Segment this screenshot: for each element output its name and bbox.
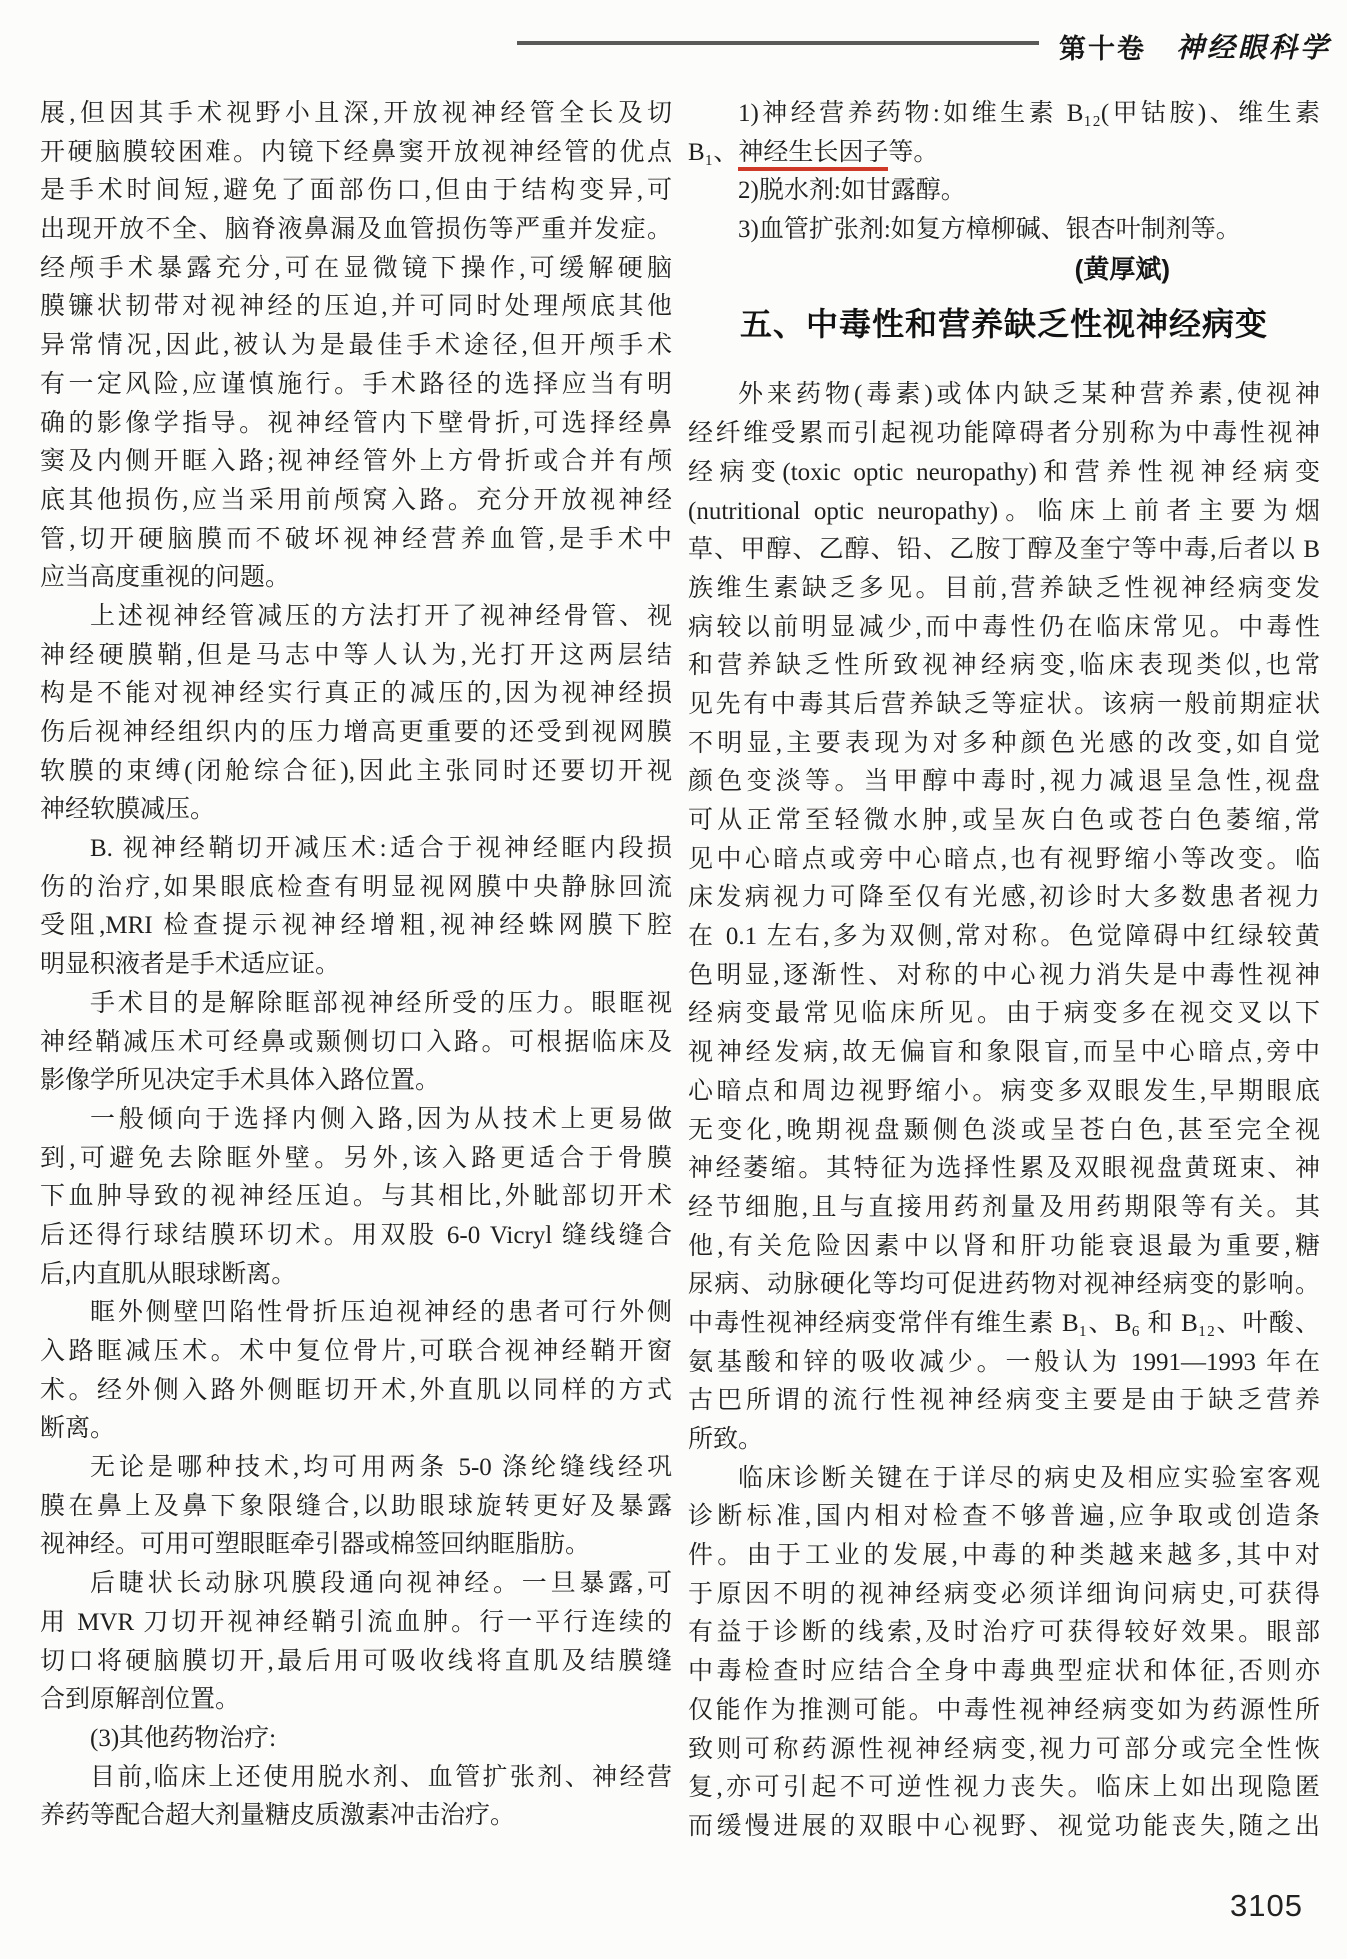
text-line: 尿病、动脉硬化等均可促进药物对视神经病变的影响。 (688, 1271, 1320, 1299)
text-line: 床发病视力可降至仅有光感,初诊时大多数患者视力 (688, 884, 1320, 912)
text-line: 经纤维受累而引起视功能障碍者分别称为中毒性视神 (688, 420, 1320, 448)
text-line: 见先有中毒其后营养缺乏等症状。该病一般前期症状 (688, 690, 1320, 718)
text-line: 心暗点和周边视野缩小。病变多双眼发生,早期眼底 (688, 1077, 1320, 1105)
text-line: 色明显,逐渐性、对称的中心视力消失是中毒性视神 (688, 961, 1320, 989)
text-line: 明显积液者是手术适应证。 (40, 951, 341, 979)
text-line: 底其他损伤,应当采用前颅窝入路。充分开放视神经 (40, 486, 672, 514)
header-rule (517, 41, 1039, 45)
text-line: 经节细胞,且与直接用药剂量及用药期限等有关。其 (688, 1193, 1320, 1221)
text-line: 切口将硬脑膜切开,最后用可吸收线将直肌及结膜缝 (40, 1647, 672, 1675)
text-line: 致则可称药源性视神经病变,视力可部分或完全性恢 (688, 1735, 1320, 1763)
page-header (0, 26, 1331, 66)
text-line: 影像学所见决定手术具体入路位置。 (40, 1067, 441, 1095)
text-line: 中毒检查时应结合全身中毒典型症状和体征,否则亦 (688, 1658, 1320, 1686)
text-line: 窦及内侧开眶入路;视神经管外上方骨折或合并有颅 (40, 448, 672, 476)
text-line: 和营养缺乏性所致视神经病变,临床表现类似,也常 (688, 652, 1320, 680)
text-line: 经颅手术暴露充分,可在显微镜下操作,可缓解硬脑 (40, 254, 672, 282)
text-line: 伤后视神经组织内的压力增高更重要的还受到视网膜 (40, 719, 672, 746)
text-line: 视神经。可用可塑眼眶牵引器或棉签回纳眶脂肪。 (40, 1531, 591, 1559)
text-line: 神经软膜减压。 (40, 796, 216, 824)
text-line: 氨基酸和锌的吸收减少。一般认为 1991—1993 年在 (688, 1348, 1320, 1376)
author-attribution: (黄厚斌) (1074, 253, 1170, 284)
text-segment: 等。 (888, 138, 939, 166)
text-line: 合到原解剖位置。 (40, 1686, 241, 1714)
text-line: 断离。 (40, 1415, 116, 1443)
text-line: 古巴所谓的流行性视神经病变主要是由于缺乏营养 (688, 1387, 1320, 1415)
text-line: 异常情况,因此,被认为是最佳手术途径,但开颅手术 (40, 332, 672, 360)
text-line: B. 视神经鞘切开减压术:适合于视神经眶内段损 (90, 835, 672, 863)
text-line: 后,内直肌从眼球断离。 (40, 1260, 297, 1288)
text-line: 入路眶减压术。术中复位骨片,可联合视神经鞘开窗 (40, 1338, 672, 1365)
text-line: 神经萎缩。其特征为选择性累及双眼视盘黄斑束、神 (688, 1155, 1320, 1183)
text-line: 1)神经营养药物:如维生素 B₁₂(甲钴胺)、维生素 (738, 100, 1320, 127)
book-title: 神经眼科学 (1175, 33, 1331, 64)
text-line: 开硬脑膜较困难。内镜下经鼻窦开放视神经管的优点 (40, 138, 672, 166)
text-line: 于原因不明的视神经病变必须详细询问病史,可获得 (688, 1580, 1320, 1608)
text-line: 无论是哪种技术,均可用两条 5-0 涤纶缝线经巩 (90, 1454, 672, 1482)
text-line: 病较以前明显减少,而中毒性仍在临床常见。中毒性 (688, 613, 1320, 641)
text-line: 一般倾向于选择内侧入路,因为从技术上更易做 (90, 1105, 672, 1133)
text-line: 颜色变淡等。当甲醇中毒时,视力减退呈急性,视盘 (688, 768, 1320, 796)
text-line: 族维生素缺乏多见。目前,营养缺乏性视神经病变发 (688, 574, 1320, 602)
text-line: 神经鞘减压术可经鼻或颞侧切口入路。可根据临床及 (40, 1028, 672, 1056)
left-column (40, 95, 672, 1847)
text-line: 出现开放不全、脑脊液鼻漏及血管损伤等严重并发症。 (40, 216, 672, 244)
text-line: 诊断标准,国内相对检查不够普遍,应争取或创造条 (688, 1503, 1320, 1531)
text-line: 2)脱水剂:如甘露醇。 (738, 177, 966, 205)
text-line: 目前,临床上还使用脱水剂、血管扩张剂、神经营 (90, 1763, 672, 1791)
section-body (688, 376, 1320, 1846)
text-line: 应当高度重视的问题。 (40, 564, 291, 592)
text-line: 在 0.1 左右,多为双侧,常对称。色觉障碍中红绿较黄 (688, 923, 1320, 951)
text-line: 展,但因其手术视野小且深,开放视神经管全长及切 (40, 100, 672, 127)
text-segment: B₁、 (688, 138, 739, 166)
page-number: 3105 (1230, 1888, 1303, 1923)
text-line: (3)其他药物治疗: (90, 1724, 277, 1752)
text-line: 手术目的是解除眶部视神经所受的压力。眼眶视 (90, 989, 672, 1017)
text-line: 他,有关危险因素中以肾和肝功能衰退最为重要,糖 (688, 1232, 1320, 1260)
text-line: 所致。 (688, 1426, 764, 1453)
text-line: 经病变(toxic optic neuropathy)和营养性视神经病变 (688, 458, 1320, 486)
text-line: 到,可避免去除眶外壁。另外,该入路更适合于骨膜 (40, 1144, 672, 1172)
text-line: 上述视神经管减压的方法打开了视神经骨管、视 (90, 602, 672, 630)
page-footer (1230, 1888, 1303, 1924)
right-column (688, 95, 1320, 1847)
text-line: 可从正常至轻微水肿,或呈灰白色或苍白色萎缩,常 (688, 807, 1320, 834)
text-line: 养药等配合超大剂量糖皮质激素冲击治疗。 (40, 1802, 516, 1830)
content (40, 95, 1320, 1847)
text-line: 眶外侧壁凹陷性骨折压迫视神经的患者可行外侧 (90, 1299, 672, 1327)
red-underline-annotation: 神经生长因子 (738, 139, 888, 171)
text-line: 神经硬膜鞘,但是马志中等人认为,光打开这两层结 (40, 641, 672, 669)
text-line: 构是不能对视神经实行真正的减压的,因为视神经损 (40, 680, 672, 708)
text-line: 是手术时间短,避免了面部伤口,但由于结构变异,可 (40, 177, 672, 205)
text-line: 无变化,晚期视盘颞侧色淡或呈苍白色,甚至完全视 (688, 1116, 1320, 1144)
text-line: 外来药物(毒素)或体内缺乏某种营养素,使视神 (738, 381, 1320, 409)
text-line: 有益于诊断的线索,及时治疗可获得较好效果。眼部 (688, 1619, 1320, 1647)
text-line: 后还得行球结膜环切术。用双股 6-0 Vicryl 缝线缝合 (40, 1221, 672, 1249)
text-line: 有一定风险,应谨慎施行。手术路径的选择应当有明 (40, 370, 672, 398)
text-line: 确的影像学指导。视神经管内下壁骨折,可选择经鼻 (40, 409, 672, 437)
section-heading: 五、中毒性和营养缺乏性视神经病变 (739, 306, 1268, 343)
text-line: 不明显,主要表现为对多种颜色光感的改变,如自觉 (688, 729, 1320, 757)
text-line: 3)血管扩张剂:如复方樟柳碱、银杏叶制剂等。 (738, 216, 1241, 244)
text-line: 软膜的束缚(闭舱综合征),因此主张同时还要切开视 (40, 757, 672, 785)
text-line: 膜镰状韧带对视神经的压迫,并可同时处理颅底其他 (40, 293, 672, 321)
text-line: 仅能作为推测可能。中毒性视神经病变如为药源性所 (688, 1696, 1320, 1724)
text-line: 而缓慢进展的双眼中心视野、视觉功能丧失,随之出 (688, 1812, 1320, 1840)
text-line: 受阻,MRI 检查提示视神经增粗,视神经蛛网膜下腔 (40, 912, 672, 940)
text-line: 草、甲醇、乙醇、铅、乙胺丁醇及奎宁等中毒,后者以 B (688, 536, 1320, 564)
text-line: 下血肿导致的视神经压迫。与其相比,外眦部切开术 (40, 1183, 672, 1211)
text-line: 经病变最常见临床所见。由于病变多在视交叉以下 (688, 1000, 1320, 1028)
text-line: 件。由于工业的发展,中毒的种类越来越多,其中对 (688, 1542, 1320, 1570)
text-line: 术。经外侧入路外侧眶切开术,外直肌以同样的方式 (40, 1376, 672, 1404)
treatment-list (688, 95, 1320, 250)
text-line: 见中心暗点或旁中心暗点,也有视野缩小等改变。临 (688, 845, 1320, 873)
volume-label: 第十卷 (1058, 33, 1146, 64)
text-line: 后睫状长动脉巩膜段通向视神经。一旦暴露,可 (90, 1570, 672, 1598)
text-line: (nutritional optic neuropathy)。临床上前者主要为烟 (688, 497, 1320, 525)
text-line: 用 MVR 刀切开视神经鞘引流血肿。行一平行连续的 (40, 1608, 672, 1636)
text-line: 膜在鼻上及鼻下象限缝合,以助眼球旋转更好及暴露 (40, 1492, 672, 1520)
text-line: 管,切开硬脑膜而不破坏视神经营养血管,是手术中 (40, 525, 672, 553)
text-line (688, 134, 1320, 173)
text-line: 复,亦可引起不可逆性视力丧失。临床上如出现隐匿 (688, 1774, 1320, 1802)
text-line: 伤的治疗,如果眼底检查有明显视网膜中央静脉回流 (40, 873, 672, 901)
text-line: 中毒性视神经病变常伴有维生素 B₁、B₆ 和 B₁₂、叶酸、 (688, 1309, 1320, 1337)
text-line: 临床诊断关键在于详尽的病史及相应实验室客观 (738, 1464, 1320, 1492)
text-line: 视神经发病,故无偏盲和象限盲,而呈中心暗点,旁中 (688, 1039, 1320, 1067)
